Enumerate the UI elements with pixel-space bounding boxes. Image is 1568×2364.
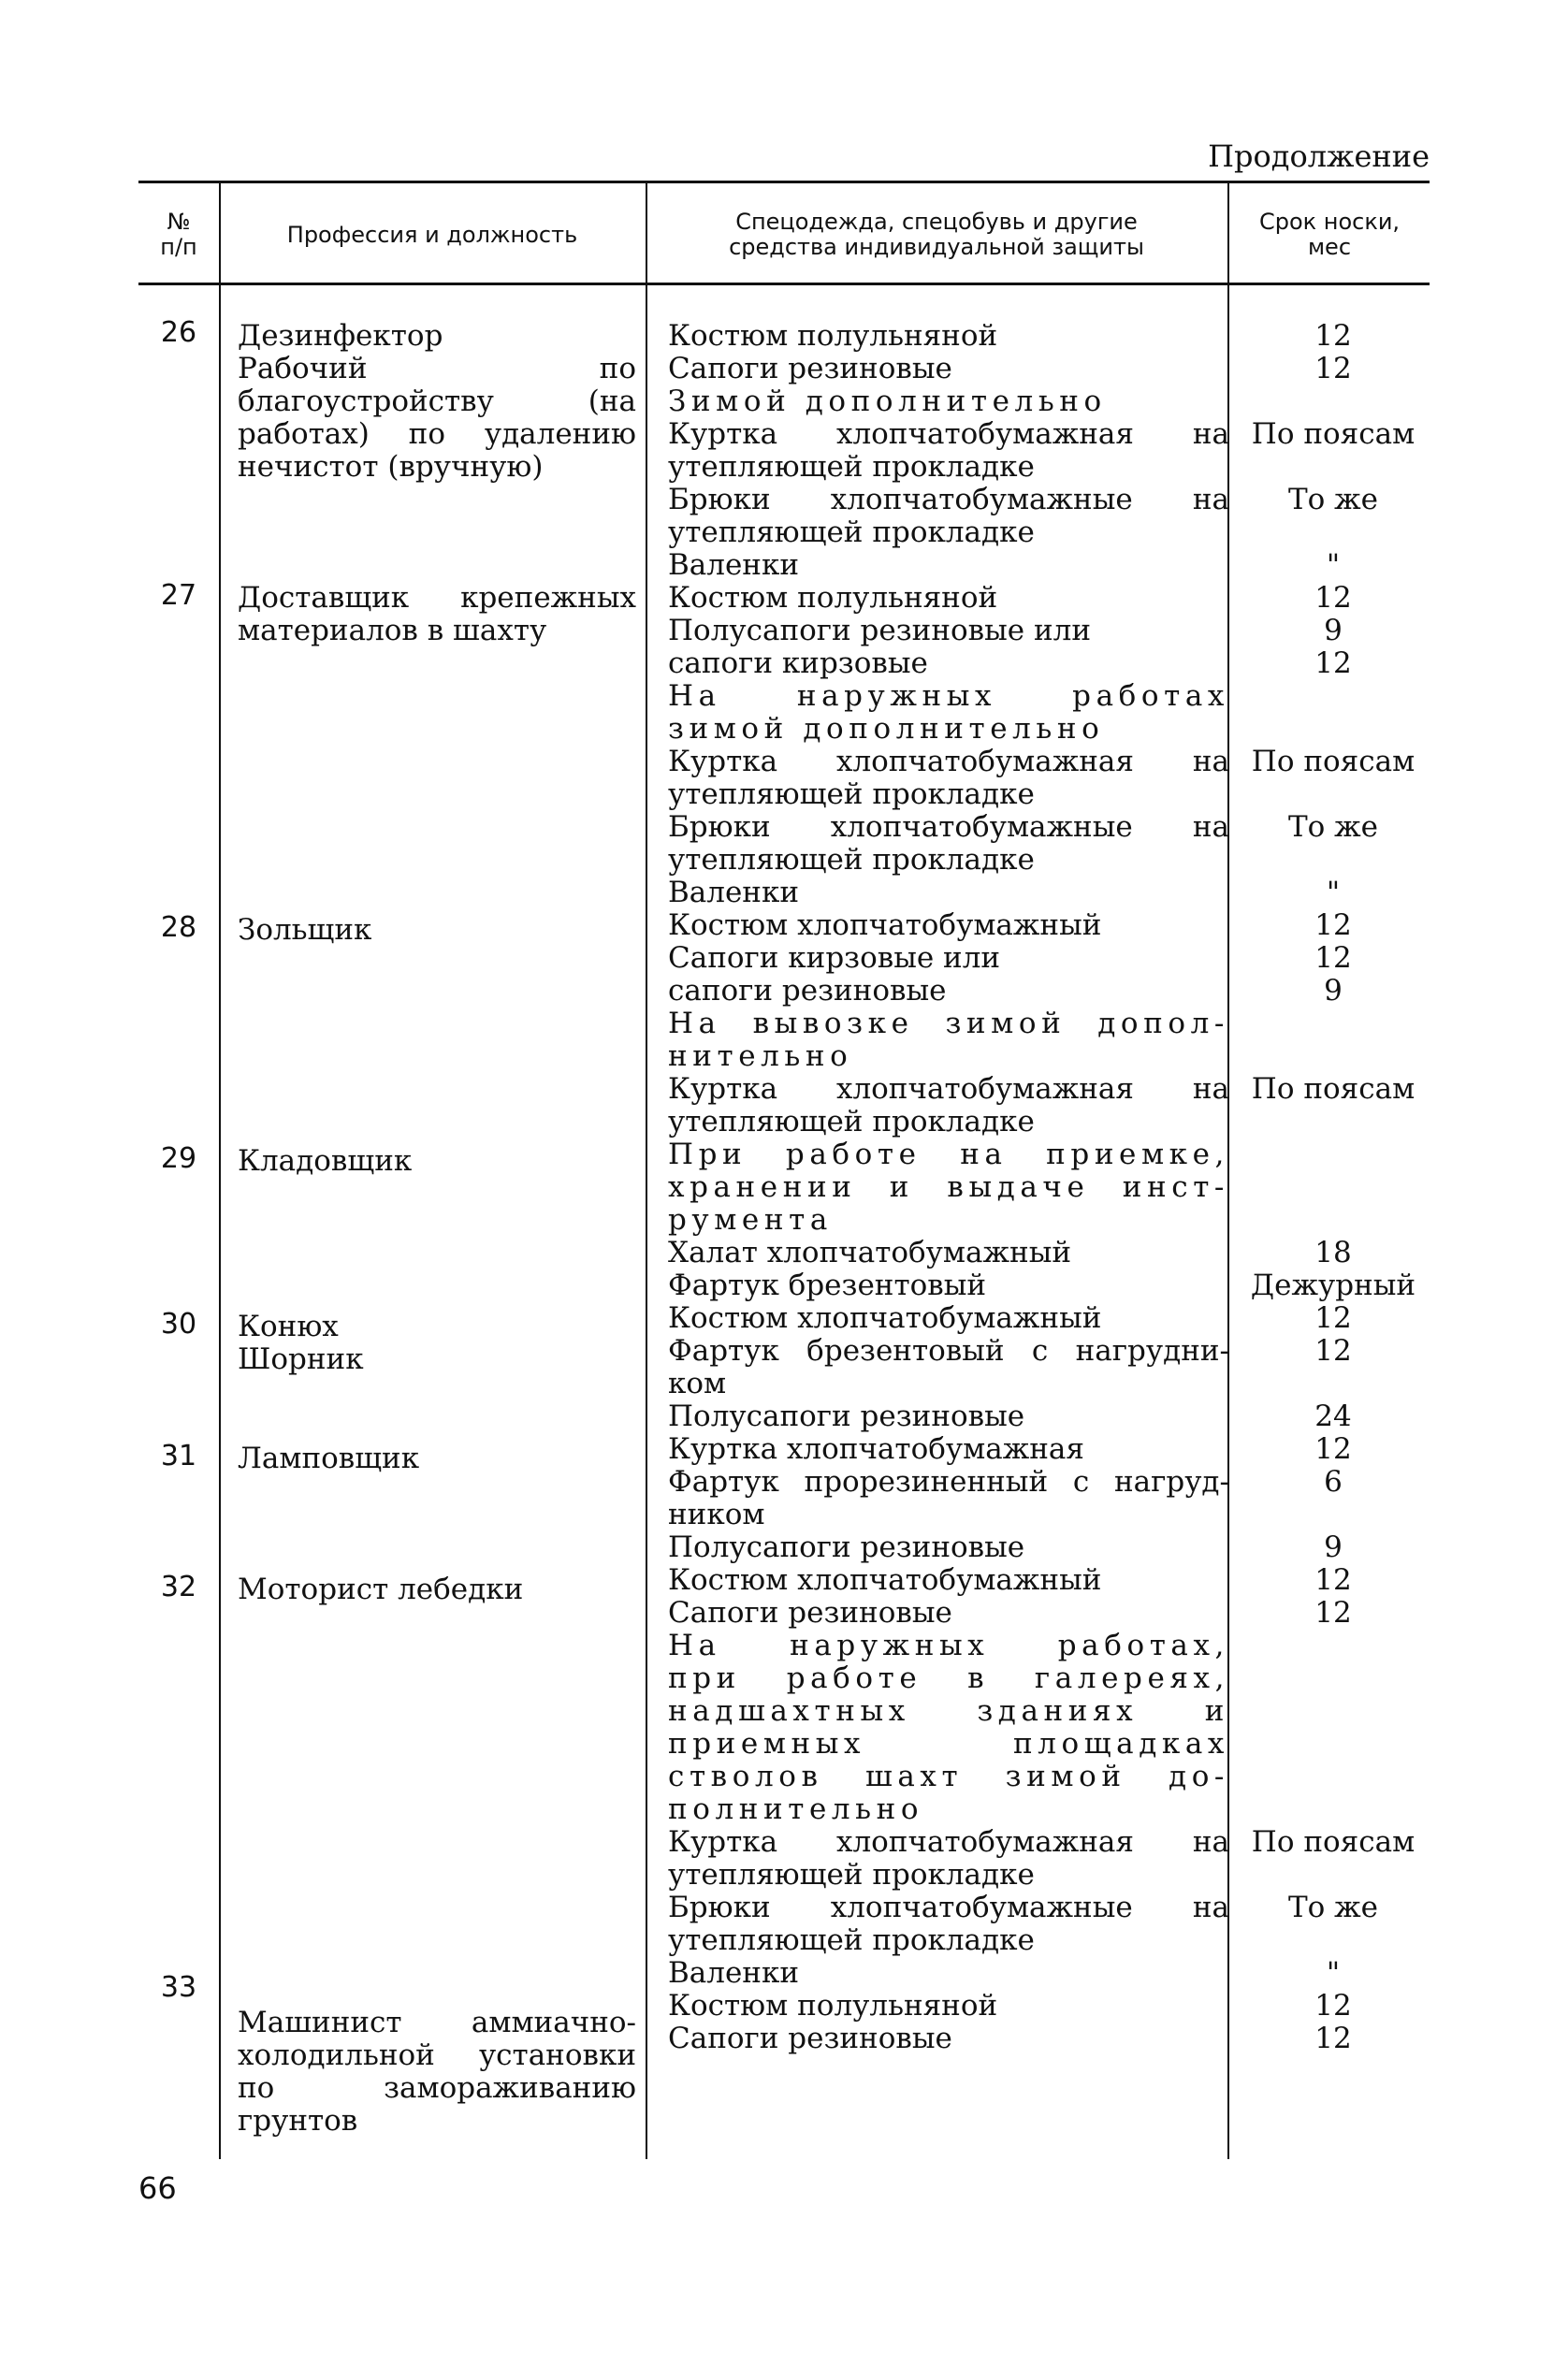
term-value: По поясам (1251, 1072, 1416, 1106)
term-value: 12 (1314, 319, 1352, 353)
equipment-line: Костюм хлопчатобумажный (668, 1301, 1102, 1335)
equipment-line: Сапоги резиновые (668, 1596, 952, 1630)
row-number: 26 (160, 316, 197, 349)
equipment-line: Халат хлопчатобумажный (668, 1236, 1072, 1269)
equipment-line: На наружных работах (668, 679, 1229, 713)
equipment-line: утепляющей прокладке (668, 843, 1035, 877)
equipment-line: утепляющей прокладке (668, 1858, 1035, 1892)
table-top-rule (138, 181, 1430, 183)
equipment-line: Фартук брезентовый с нагрудни- (668, 1334, 1229, 1368)
equipment-line: При работе на приемке, (668, 1138, 1229, 1171)
term-value: 12 (1314, 908, 1352, 942)
equipment-line: при работе в галереях, (668, 1661, 1229, 1695)
term-value: " (1326, 876, 1341, 909)
profession-text: Зольщик (238, 913, 372, 947)
equipment-line: Сапоги резиновые (668, 352, 952, 385)
profession-text: Шорник (238, 1342, 364, 1376)
term-value: То же (1287, 483, 1379, 516)
equipment-line: хранении и выдаче инст- (668, 1170, 1229, 1204)
profession-text: Машинист аммиачно-холодильной установки по замораживанию грунтов (238, 2006, 636, 2138)
term-value: 9 (1324, 614, 1343, 647)
term-value: 12 (1314, 646, 1352, 680)
term-value: 9 (1324, 1530, 1343, 1564)
equipment-line: нительно (668, 1039, 853, 1073)
term-value: 12 (1314, 1563, 1352, 1597)
equipment-line: Брюки хлопчатобумажные на (668, 483, 1229, 516)
equipment-line: Полусапоги резиновые (668, 1400, 1025, 1433)
term-value: 12 (1314, 1989, 1352, 2023)
column-divider (219, 183, 221, 2159)
equipment-line: утепляющей прокладке (668, 515, 1035, 549)
header-term: Срок носки, мес (1258, 209, 1401, 260)
term-value: 12 (1314, 941, 1352, 975)
row-number: 31 (160, 1440, 197, 1472)
equipment-line: ником (668, 1498, 765, 1531)
profession-text: Моторист лебедки (238, 1573, 524, 1606)
term-value: 12 (1314, 581, 1352, 615)
row-number: 29 (160, 1142, 197, 1175)
equipment-line: Зимой дополнительно (668, 384, 1107, 418)
column-divider (646, 183, 647, 2159)
equipment-line: Костюм полульняной (668, 581, 998, 615)
equipment-line: сапоги кирзовые (668, 646, 928, 680)
equipment-line: Сапоги резиновые (668, 2022, 952, 2055)
equipment-line: сапоги резиновые (668, 974, 947, 1008)
equipment-line: На вывозке зимой допол- (668, 1007, 1229, 1040)
term-value: 12 (1314, 1596, 1352, 1630)
term-value: 18 (1314, 1236, 1352, 1269)
equipment-line: Брюки хлопчатобумажные на (668, 810, 1229, 844)
equipment-line: Куртка хлопчатобумажная на (668, 1072, 1229, 1106)
term-value: По поясам (1251, 417, 1416, 451)
equipment-line: Валенки (668, 876, 799, 909)
row-number: 32 (160, 1571, 197, 1603)
term-value: " (1326, 548, 1341, 582)
equipment-line: Костюм хлопчатобумажный (668, 1563, 1102, 1597)
term-value: 12 (1314, 1334, 1352, 1368)
continuation-label: Продолжение (1208, 138, 1430, 174)
term-value: Дежурный (1250, 1269, 1416, 1302)
equipment-line: Сапоги кирзовые или (668, 941, 1001, 975)
equipment-line: Куртка хлопчатобумажная (668, 1432, 1084, 1466)
equipment-line: зимой дополнительно (668, 712, 1105, 746)
equipment-line: Куртка хлопчатобумажная на (668, 1825, 1229, 1859)
page-number: 66 (138, 2170, 177, 2206)
header-num: № п/п (160, 209, 197, 260)
header-equipment: Спецодежда, спецобувь и другие средства индивидуальной защиты (729, 209, 1144, 260)
term-value: По поясам (1251, 745, 1416, 778)
equipment-line: ком (668, 1367, 727, 1400)
equipment-line: Валенки (668, 548, 799, 582)
equipment-line: Полусапоги резиновые или (668, 614, 1091, 647)
term-value: По поясам (1251, 1825, 1416, 1859)
equipment-line: Полусапоги резиновые (668, 1530, 1025, 1564)
equipment-line: утепляющей прокладке (668, 450, 1035, 484)
equipment-line: утепляющей прокладке (668, 1923, 1035, 1957)
equipment-line: Валенки (668, 1956, 799, 1990)
term-value: 12 (1314, 1432, 1352, 1466)
term-value: 9 (1324, 974, 1343, 1008)
equipment-line: Костюм полульняной (668, 319, 998, 353)
equipment-line: Брюки хлопчатобумажные на (668, 1891, 1229, 1924)
profession-text: Ламповщик (238, 1442, 420, 1475)
equipment-line: Куртка хлопчатобумажная на (668, 417, 1229, 451)
equipment-line: надшахтных зданиях и (668, 1694, 1229, 1728)
profession-text: Рабочий по благоустройству (на работах) по удалению нечистот (вручную) (238, 352, 636, 484)
term-value: 12 (1314, 352, 1352, 385)
equipment-line: приемных площадках (668, 1727, 1229, 1761)
profession-text: Доставщик крепежных материалов в шахту (238, 581, 636, 647)
profession-text: Кладовщик (238, 1144, 413, 1178)
row-number: 27 (160, 579, 197, 612)
table-header-rule (138, 283, 1430, 285)
equipment-line: Фартук прорезиненный с нагруд- (668, 1465, 1229, 1499)
equipment-line: Фартук брезентовый (668, 1269, 987, 1302)
equipment-line: стволов шахт зимой до- (668, 1760, 1229, 1793)
equipment-line: Куртка хлопчатобумажная на (668, 745, 1229, 778)
term-value: " (1326, 1956, 1341, 1990)
row-number: 28 (160, 911, 197, 944)
equipment-line: утепляющей прокладке (668, 777, 1035, 811)
term-value: То же (1287, 1891, 1379, 1924)
profession-text: Конюх (238, 1310, 339, 1343)
equipment-line: полнительно (668, 1792, 924, 1826)
equipment-line: Костюм полульняной (668, 1989, 998, 2023)
term-value: То же (1287, 810, 1379, 844)
row-number: 33 (160, 1971, 197, 2004)
term-value: 12 (1314, 2022, 1352, 2055)
equipment-line: румента (668, 1203, 833, 1237)
equipment-line: На наружных работах, (668, 1629, 1229, 1662)
term-value: 12 (1314, 1301, 1352, 1335)
header-profession: Профессия и должность (286, 221, 578, 248)
row-number: 30 (160, 1308, 197, 1341)
term-value: 24 (1314, 1400, 1352, 1433)
equipment-line: Костюм хлопчатобумажный (668, 908, 1102, 942)
equipment-line: утепляющей прокладке (668, 1105, 1035, 1138)
profession-text: Дезинфектор (238, 319, 443, 353)
term-value: 6 (1324, 1465, 1343, 1499)
